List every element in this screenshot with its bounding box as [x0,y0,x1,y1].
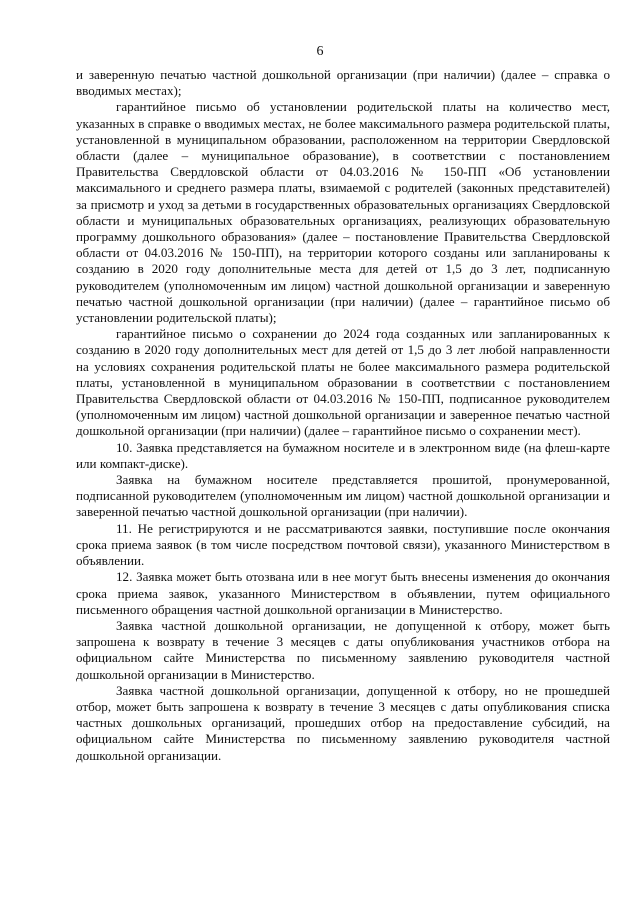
paragraph-11: 11. Не регистрируются и не рассматриваются заявки, поступившие после окончания срока приема заявок (в том числе посредством почтовой связи), указанного Министерством в объявлении. [76,520,610,569]
paragraph-continuation: и заверенную печатью частной дошкольной организации (при наличии) (далее – справка о вводимых местах); [76,67,610,99]
document-body [76,67,610,764]
paragraph-return-not-selected: Заявка частной дошкольной организации, допущенной к отбору, но не прошедшей отбор, может быть запрошена к возврату в течение 3 месяцев с даты опубликования списка частных дошкольных организаций, прошедших отбор на предоставление субсидий, на официальном сайте Министерства по письменному заявлению руководителя частной дошкольной организации. [76,682,610,763]
page-number: 6 [316,44,324,59]
paragraph-10: 10. Заявка представляется на бумажном носителе и в электронном виде (на флеш-карте или компакт-диске). [76,439,610,471]
paragraph-paper-application: Заявка на бумажном носителе представляется прошитой, пронумерованной, подписанной руководителем (уполномоченным им лицом) частной дошкольной организации и заверенной печатью частной дошкольной организации (при наличии). [76,472,610,520]
paragraph-parental-fee-letter: гарантийное письмо об установлении родительской платы на количество мест, указанных в справке о вводимых местах, не более максимального размера родительской платы, установленной в муниципальном образовании, расположенном на территории Свердловской области (далее – муниципальное образование), в соответствии с постановлением Правительства Свердловской области от 04.03.2016 № 150-ПП «Об установлении максимального и среднего размера платы, взимаемой с родителей (законных представителей) за присмотр и уход за детьми в государственных образовательных организациях Свердловской области и муниципальных образовательных организациях, реализующих образовательную программу дошкольного образования» (далее – постановление Правительства Свердловской области от 04.03.2016 № 150-ПП), на территории которого созданы или запланированы к созданию в 2020 году дополнительные места для детей от 1,5 до 3 лет, подписанную руководителем (уполномоченным им лицом) частной дошкольной организации и заверенную печатью частной дошкольной организации (при наличии) (далее – гарантийное письмо об установлении родительской платы); [76,99,610,326]
paragraph-12: 12. Заявка может быть отозвана или в нее могут быть внесены изменения до окончания срока приема заявок, указанного Министерством в объявлении, путем официального письменного обращения частной дошкольной организации в Министерство. [76,569,610,617]
paragraph-return-not-admitted: Заявка частной дошкольной организации, не допущенной к отбору, может быть запрошена к возврату в течение 3 месяцев с даты опубликования участников отбора на официальном сайте Министерства по письменному заявлению руководителя частной дошкольной организации в Министерство. [76,617,610,682]
paragraph-places-retention-letter: гарантийное письмо о сохранении до 2024 года созданных или запланированных к созданию в 2020 году дополнительных мест для детей от 1,5 до 3 лет любой направленности на условиях сохранения родительской платы не более максимального размера родительской платы, установленной в муниципальном образовании в соответствии с постановлением Правительства Свердловской области от 04.03.2016 № 150-ПП, подписанное руководителем (уполномоченным им лицом) частной дошкольной организации и заверенное печатью частной дошкольной организации (при наличии) (далее – гарантийное письмо о сохранении мест). [76,326,610,439]
